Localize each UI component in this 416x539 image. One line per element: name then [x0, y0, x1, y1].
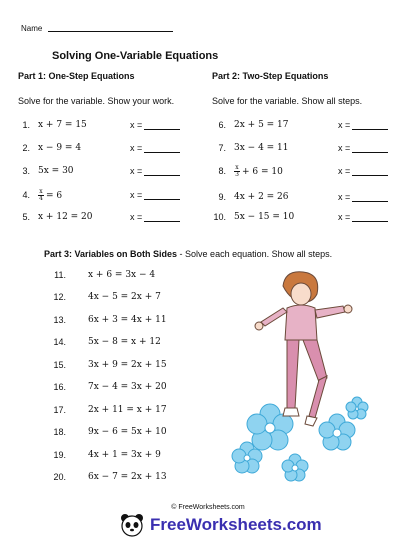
equation: 4x − 5 = 2x + 7	[88, 292, 161, 302]
problem-row	[44, 380, 167, 394]
answer-blank[interactable]	[352, 152, 388, 153]
problem-number: 8.	[218, 166, 226, 176]
equation: 2x + 5 = 17	[234, 120, 289, 130]
problem-number: 7.	[218, 143, 226, 153]
dancer-illustration	[225, 268, 375, 493]
problem-number: 6.	[218, 120, 226, 130]
answer-field[interactable]	[338, 166, 388, 176]
name-blank-line[interactable]	[48, 31, 173, 32]
problem-row	[212, 162, 388, 180]
equation: 7x − 4 = 3x + 20	[88, 382, 167, 392]
equation: x + 7 = 15	[38, 120, 87, 130]
answer-field[interactable]	[130, 212, 180, 222]
answer-label: x =	[338, 166, 351, 176]
part2-heading: Part 2: Two-Step Equations	[212, 71, 329, 81]
answer-label: x =	[130, 212, 143, 222]
answer-field[interactable]	[338, 192, 388, 202]
problem-number: 18.	[53, 427, 66, 437]
answer-field[interactable]	[130, 120, 180, 130]
problem-row	[16, 118, 180, 132]
brand-name: FreeWorksheets.com	[150, 515, 322, 534]
problem-row	[44, 358, 167, 372]
answer-blank[interactable]	[352, 175, 388, 176]
problem-number: 4.	[22, 190, 30, 200]
problem-row	[44, 425, 167, 439]
brand-logo[interactable]	[120, 513, 322, 537]
answer-blank[interactable]	[352, 129, 388, 130]
problem-row	[212, 141, 388, 155]
flower-decoration	[232, 397, 368, 481]
equation: 6x − 7 = 2x + 13	[88, 472, 167, 482]
answer-field[interactable]	[130, 190, 180, 200]
problem-number: 20.	[53, 472, 66, 482]
equation	[38, 189, 100, 202]
problem-number: 16.	[53, 382, 66, 392]
panda-icon	[120, 513, 144, 537]
part3-heading-instruction: - Solve each equation. Show all steps.	[177, 249, 333, 259]
answer-label: x =	[338, 192, 351, 202]
fraction	[38, 189, 44, 202]
problem-number: 10.	[213, 212, 226, 222]
equation: 5x − 8 = x + 12	[88, 337, 161, 347]
problem-number: 9.	[218, 192, 226, 202]
answer-blank[interactable]	[144, 221, 180, 222]
problem-row	[44, 290, 161, 304]
copyright-text: © FreeWorksheets.com	[171, 504, 245, 511]
equation-rest: = 6	[46, 190, 63, 201]
answer-label: x =	[338, 212, 351, 222]
answer-blank[interactable]	[352, 221, 388, 222]
part2-instruction: Solve for the variable. Show all steps.	[212, 96, 363, 106]
equation: 6x + 3 = 4x + 11	[88, 315, 167, 325]
part1-instruction: Solve for the variable. Show your work.	[18, 96, 175, 106]
fraction-numerator: x	[39, 187, 43, 195]
problem-row	[44, 403, 167, 417]
problem-row	[44, 268, 155, 282]
answer-field[interactable]	[130, 166, 180, 176]
equation: 4x + 1 = 3x + 9	[88, 450, 161, 460]
fraction-denominator: 4	[39, 194, 43, 202]
name-label: Name	[21, 24, 43, 33]
equation: x + 12 = 20	[38, 212, 93, 222]
answer-blank[interactable]	[144, 129, 180, 130]
answer-label: x =	[338, 120, 351, 130]
problem-row	[44, 448, 161, 462]
equation	[234, 165, 306, 178]
problem-number: 2.	[22, 143, 30, 153]
problem-number: 19.	[53, 450, 66, 460]
problem-number: 11.	[54, 270, 66, 280]
problem-number: 17.	[53, 405, 66, 415]
fraction-denominator: 3	[235, 170, 239, 178]
problem-row	[212, 190, 388, 204]
answer-field[interactable]	[338, 120, 388, 130]
dancer-figure	[255, 272, 352, 426]
problem-row	[44, 470, 167, 484]
equation: x − 9 = 4	[38, 143, 82, 153]
problem-number: 3.	[22, 166, 30, 176]
equation: 9x − 6 = 5x + 10	[88, 427, 167, 437]
answer-label: x =	[338, 143, 351, 153]
problem-row	[212, 118, 388, 132]
name-field[interactable]	[21, 24, 173, 33]
answer-label: x =	[130, 120, 143, 130]
equation: 3x + 9 = 2x + 15	[88, 360, 167, 370]
part3-heading-bold: Part 3: Variables on Both Sides	[44, 249, 178, 259]
problem-number: 13.	[53, 315, 66, 325]
equation: 4x + 2 = 26	[234, 192, 289, 202]
answer-blank[interactable]	[352, 201, 388, 202]
equation: 3x − 4 = 11	[234, 143, 289, 153]
equation-rest: + 6 = 10	[242, 166, 283, 177]
fraction	[234, 165, 240, 178]
problem-number: 14.	[53, 337, 66, 347]
part1-heading: Part 1: One-Step Equations	[18, 71, 135, 81]
part3-heading	[44, 249, 332, 259]
problem-row	[44, 313, 167, 327]
problem-number: 12.	[53, 292, 66, 302]
equation: x + 6 = 3x − 4	[88, 270, 156, 280]
equation: 5x = 30	[38, 166, 74, 176]
worksheet-title: Solving One-Variable Equations	[52, 50, 219, 62]
fraction-numerator: x	[235, 163, 239, 171]
problem-row	[16, 210, 180, 224]
problem-number: 1.	[22, 120, 30, 130]
answer-blank[interactable]	[144, 152, 180, 153]
problem-row	[16, 164, 180, 178]
equation: 2x + 11 = x + 17	[88, 405, 167, 415]
equation: 5x − 15 = 10	[234, 212, 295, 222]
answer-blank[interactable]	[144, 199, 180, 200]
problem-row	[16, 141, 180, 155]
problem-number: 15.	[53, 360, 66, 370]
answer-field[interactable]	[130, 143, 180, 153]
problem-row	[16, 186, 180, 204]
answer-label: x =	[130, 143, 143, 153]
problem-number: 5.	[22, 212, 30, 222]
answer-blank[interactable]	[144, 175, 180, 176]
answer-field[interactable]	[338, 212, 388, 222]
answer-field[interactable]	[338, 143, 388, 153]
answer-label: x =	[130, 166, 143, 176]
problem-row	[44, 335, 161, 349]
problem-row	[212, 210, 388, 224]
answer-label: x =	[130, 190, 143, 200]
